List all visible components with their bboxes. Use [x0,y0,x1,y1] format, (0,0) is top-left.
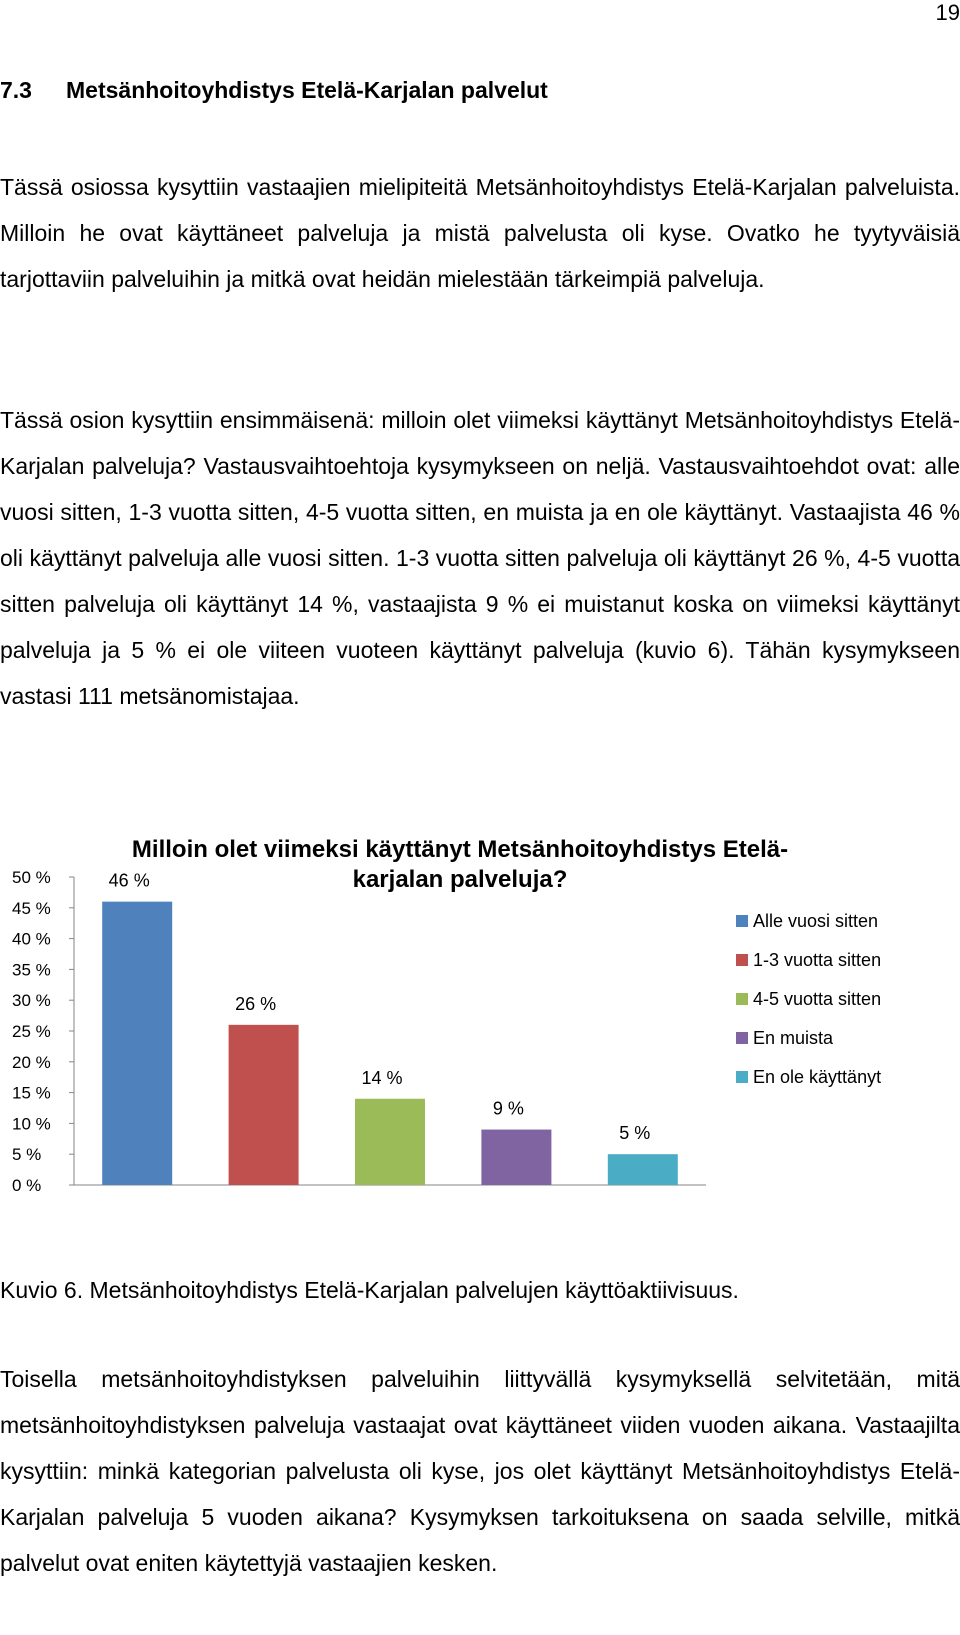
bar-3 [355,1099,425,1185]
y-tick-label: 10 % [12,1114,51,1134]
legend-swatch-3 [736,993,748,1005]
data-label-5: 5 % [619,1123,651,1144]
page-number: 19 [935,0,960,25]
y-tick-label: 35 % [12,960,51,980]
y-tick-label: 20 % [12,1052,51,1072]
section-heading [0,76,960,104]
legend-label-4: En muista [753,1028,834,1048]
chart-title [132,836,788,893]
legend-swatch-2 [736,954,748,966]
usage-bar-chart [0,835,960,1215]
data-label-1: 46 % [108,870,150,891]
figure-caption: Kuvio 6. Metsänhoitoyhdistys Etelä-Karjalan palvelujen käyttöaktiivisuus. [0,1277,739,1303]
legend-label-1: Alle vuosi sitten [753,911,879,931]
y-tick-label: 5 % [12,1145,42,1165]
legend-swatch-5 [736,1071,748,1083]
y-tick-label: 0 % [12,1176,42,1195]
data-label-3: 14 % [361,1067,403,1088]
legend-label-2: 1-3 vuotta sitten [753,950,882,970]
data-label-2: 26 % [235,993,277,1014]
legend-label-5: En ole käyttänyt [753,1067,882,1087]
bar-1 [102,902,172,1185]
followup-paragraph: Toisella metsänhoitoyhdistyksen palveluihin liittyvällä kysymyksellä selvitetään, mitä metsänhoitoyhdistyksen palveluja vastaajat ovat käyttäneet viiden vuoden aikana. Vastaajilta kysyttiin: minkä kategorian palvelusta oli kyse, jos olet käyttänyt Metsänhoitoyhdistys Etelä-Karjalan palveluja 5 vuoden aikana? Kysymyksen tarkoituksena on saada selville, mitkä palvelut ovat eniten käytettyjä vastaajien kesken. [0,1366,960,1576]
chart-title-line-2: karjalan palveluja? [352,866,568,893]
y-tick-label: 30 % [12,991,51,1011]
legend [736,911,881,1087]
y-tick-label: 50 % [12,868,51,887]
bar-4 [481,1130,551,1185]
chart-title-line-1: Milloin olet viimeksi käyttänyt Metsänhoitoyhdistys Etelä- [131,836,789,863]
bars [102,902,678,1185]
legend-swatch-1 [736,915,748,927]
data-label-4: 9 % [492,1098,524,1119]
section-number: 7.3 [0,77,32,103]
bar-2 [229,1025,299,1185]
y-tick-label: 15 % [12,1083,51,1103]
section-title: Metsänhoitoyhdistys Etelä-Karjalan palvelut [66,77,548,103]
intro-paragraph: Tässä osiossa kysyttiin vastaajien mielipiteitä Metsänhoitoyhdistys Etelä-Karjalan palveluista. Milloin he ovat käyttäneet palveluja ja mistä palvelusta oli kyse. Ovatko he tyytyväisiä tarjottaviin palveluihin ja mitkä ovat heidän mielestään tärkeimpiä palveluja. [0,174,960,292]
question-paragraph: Tässä osion kysyttiin ensimmäisenä: milloin olet viimeksi käyttänyt Metsänhoitoyhdistys Etelä-Karjalan palveluja? Vastausvaihtoehtoja kysymykseen on neljä. Vastausvaihtoehdot ovat: alle vuosi sitten, 1-3 vuotta sitten, 4-5 vuotta sitten, en muista ja en ole käyttänyt. Vastaajista 46 % oli käyttänyt palveluja alle vuosi sitten. 1-3 vuotta sitten palveluja oli käyttänyt 26 %, 4-5 vuotta sitten palveluja oli käyttänyt 14 %, vastaajista 9 % ei muistanut koska on viimeksi käyttänyt palveluja ja 5 % ei ole viiteen vuoteen käyttänyt palveluja (kuvio 6). Tähän kysymykseen vastasi 111 metsänomistajaa. [0,407,960,709]
y-tick-label: 45 % [12,898,51,918]
y-tick-label: 25 % [12,1022,51,1041]
bar-5 [608,1154,678,1185]
legend-swatch-4 [736,1032,748,1044]
legend-label-3: 4-5 vuotta sitten [753,989,882,1009]
y-tick-label: 40 % [12,929,51,949]
